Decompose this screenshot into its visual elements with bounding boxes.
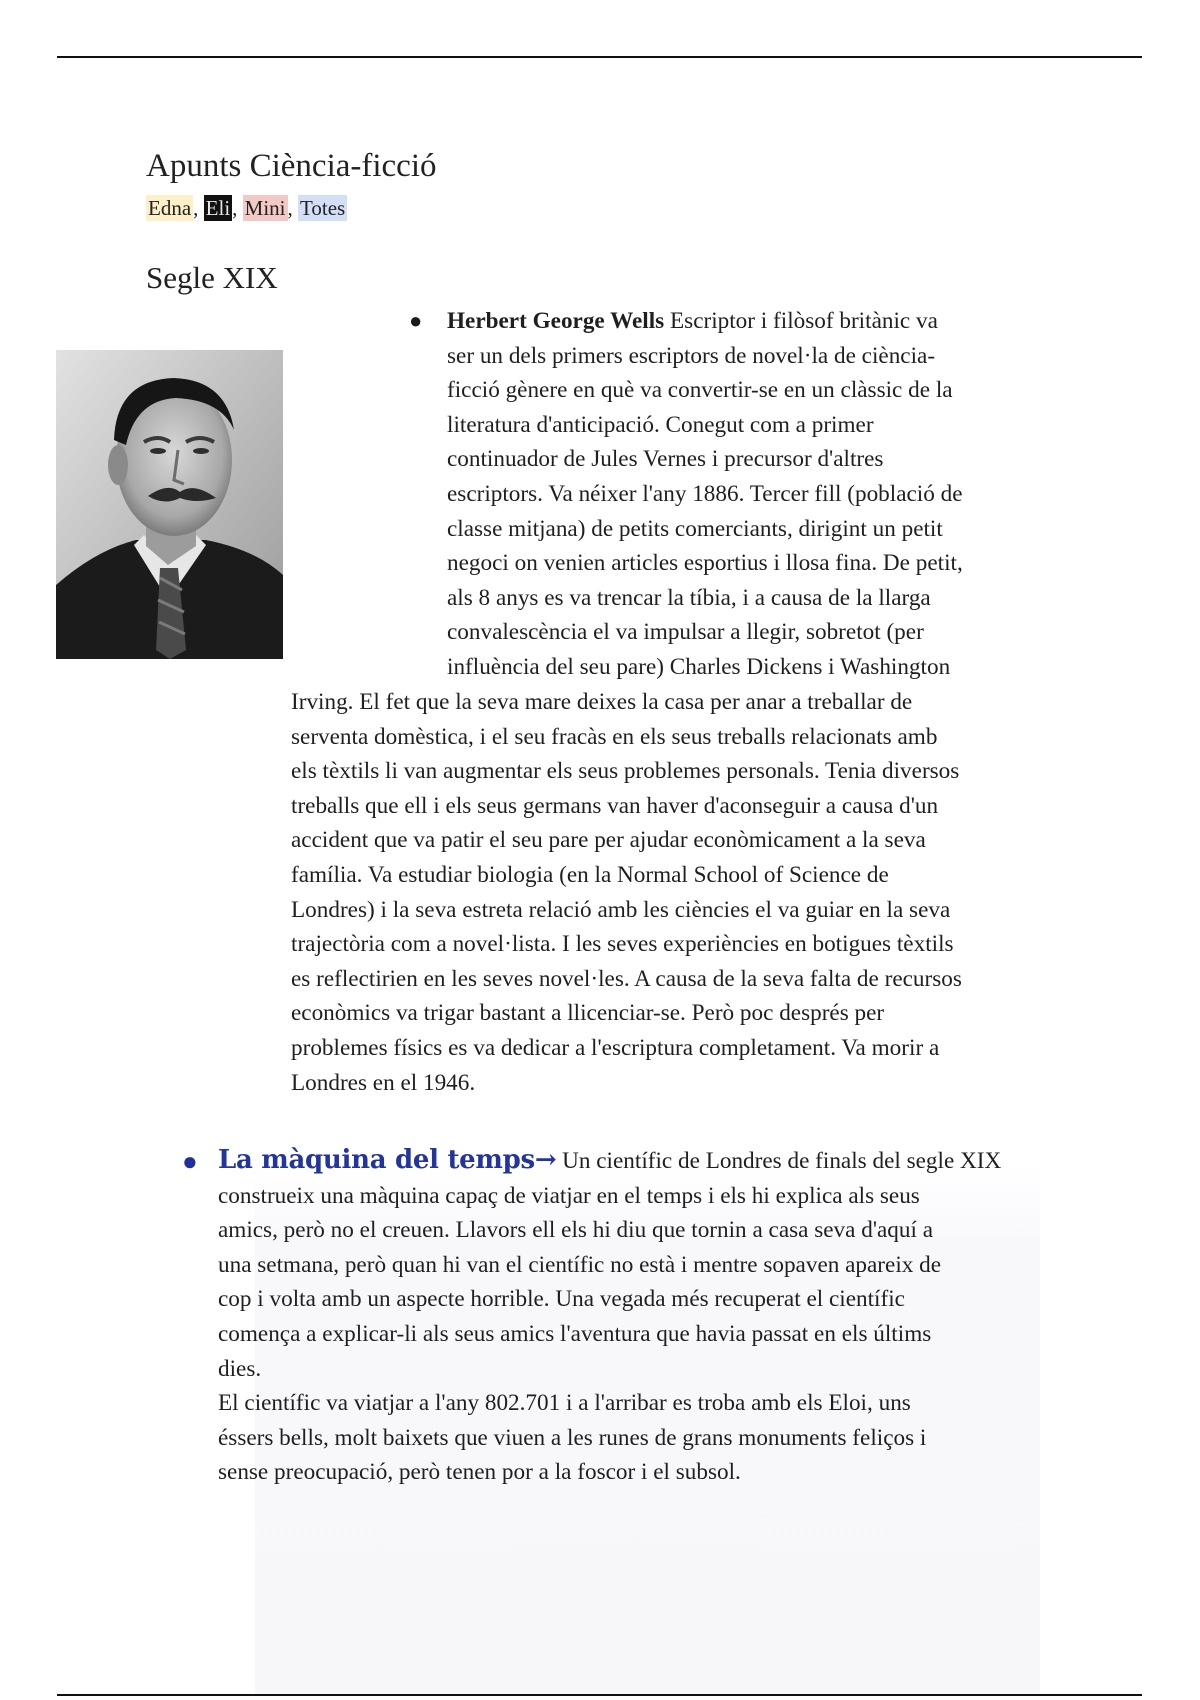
text-line: trajectòria com a novel·lista. I les seves experiències en botigues tèxtils <box>291 931 954 958</box>
text-segment: Un científic de Londres de finals del segle XIX <box>556 1148 1002 1174</box>
machine-title: La màquina del temps→ <box>218 1145 557 1175</box>
text-line: comença a explicar-li als seus amics l'aventura que havia passat en els últims <box>218 1320 932 1347</box>
top-rule <box>57 56 1142 58</box>
text-line: construeix una màquina capaç de viatjar en el temps i els hi explica als seus <box>218 1182 920 1209</box>
text-line: problemes físics es va dedicar a l'escriptura completament. Va morir a <box>291 1034 940 1061</box>
wells-name: Herbert George Wells <box>447 308 665 334</box>
text-line: negoci on venien articles esportius i llosa fina. De petit, <box>447 550 963 577</box>
text-line: econòmics va trigar bastant a llicenciar-se. Però poc després per <box>291 1000 885 1027</box>
author-tag-eli: Eli <box>205 196 231 220</box>
portrait-icon <box>56 350 283 659</box>
author-separator: , <box>287 196 298 220</box>
author-separator: , <box>193 196 204 220</box>
text-line: família. Va estudiar biologia (en la Normal School of Science de <box>291 861 889 888</box>
text-line <box>447 304 1067 339</box>
text-line: convalescència el va impulsar a llegir, sobretot (per <box>447 619 924 646</box>
author-tag-totes: Totes <box>300 196 346 220</box>
portrait-photo <box>56 350 283 659</box>
text-line: als 8 anys es va trencar la tíbia, i a causa de la llarga <box>447 584 931 611</box>
text-line: El científic va viatjar a l'any 802.701 i a l'arribar es troba amb els Eloi, uns <box>218 1390 911 1417</box>
author-separator: , <box>232 196 243 220</box>
text-line: es reflectirien en les seves novel·les. A causa de la seva falta de recursos <box>291 965 962 992</box>
text-line: serventa domèstica, i el seu fracàs en els seus treballs relacionats amb <box>291 723 938 750</box>
text-line: escriptors. Va néixer l'any 1886. Tercer fill (població de <box>447 480 963 507</box>
text-line: classe mitjana) de petits comerciants, dirigint un petit <box>447 515 943 542</box>
text-segment: Escriptor i filòsof britànic va <box>664 308 938 334</box>
authors-line <box>146 195 347 221</box>
text-line: amics, però no el creuen. Llavors ell els hi diu que tornin a casa seva d'aquí a <box>218 1217 934 1244</box>
page-title: Apunts Ciència-ficció <box>146 148 437 184</box>
text-line: treballs que ell i els seus germans van haver d'aconseguir a causa d'un <box>291 792 939 819</box>
text-line <box>218 1143 1098 1179</box>
author-tag-mini: Mini <box>244 196 286 220</box>
text-line: cop i volta amb un aspecte horrible. Una vegada més recuperat el científic <box>218 1286 905 1313</box>
section-title: Segle XIX <box>146 260 278 295</box>
text-line: ficció gènere en què va convertir-se en un clàssic de la <box>447 377 953 404</box>
text-line: Londres en el 1946. <box>291 1069 476 1096</box>
text-line: sense preocupació, però tenen por a la foscor i el subsol. <box>218 1459 741 1486</box>
text-line: continuador de Jules Vernes i precursor d'altres <box>447 446 884 473</box>
text-line: els tèxtils li van augmentar els seus problemes personals. Tenia diversos <box>291 758 960 785</box>
text-line: ser un dels primers escriptors de novel·la de ciència- <box>447 342 936 369</box>
bottom-rule <box>57 1694 1142 1696</box>
text-line: Irving. El fet que la seva mare deixes la casa per anar a treballar de <box>291 689 913 715</box>
bullet-icon: ● <box>182 1147 198 1176</box>
text-line: una setmana, però quan hi van el científic no està i mentre sopaven apareix de <box>218 1251 942 1278</box>
text-line: Londres) i la seva estreta relació amb les ciències el va guiar en la seva <box>291 896 951 923</box>
wells-paragraph-beside-photo <box>447 304 1067 685</box>
text-line: dies. <box>218 1355 262 1382</box>
machine-paragraph <box>218 1143 1098 1490</box>
text-line: literatura d'anticipació. Conegut com a primer <box>447 411 874 438</box>
bullet-icon: ● <box>409 308 423 333</box>
text-line: éssers bells, molt baixets que viuen a les runes de grans monuments feliços i <box>218 1424 927 1451</box>
text-line: accident que va patir el seu pare per ajudar econòmicament a la seva <box>291 827 926 854</box>
wells-paragraph-continued <box>291 685 1081 1100</box>
text-line: influència del seu pare) Charles Dickens i Washington <box>447 653 951 680</box>
author-tag-edna: Edna <box>148 196 192 220</box>
